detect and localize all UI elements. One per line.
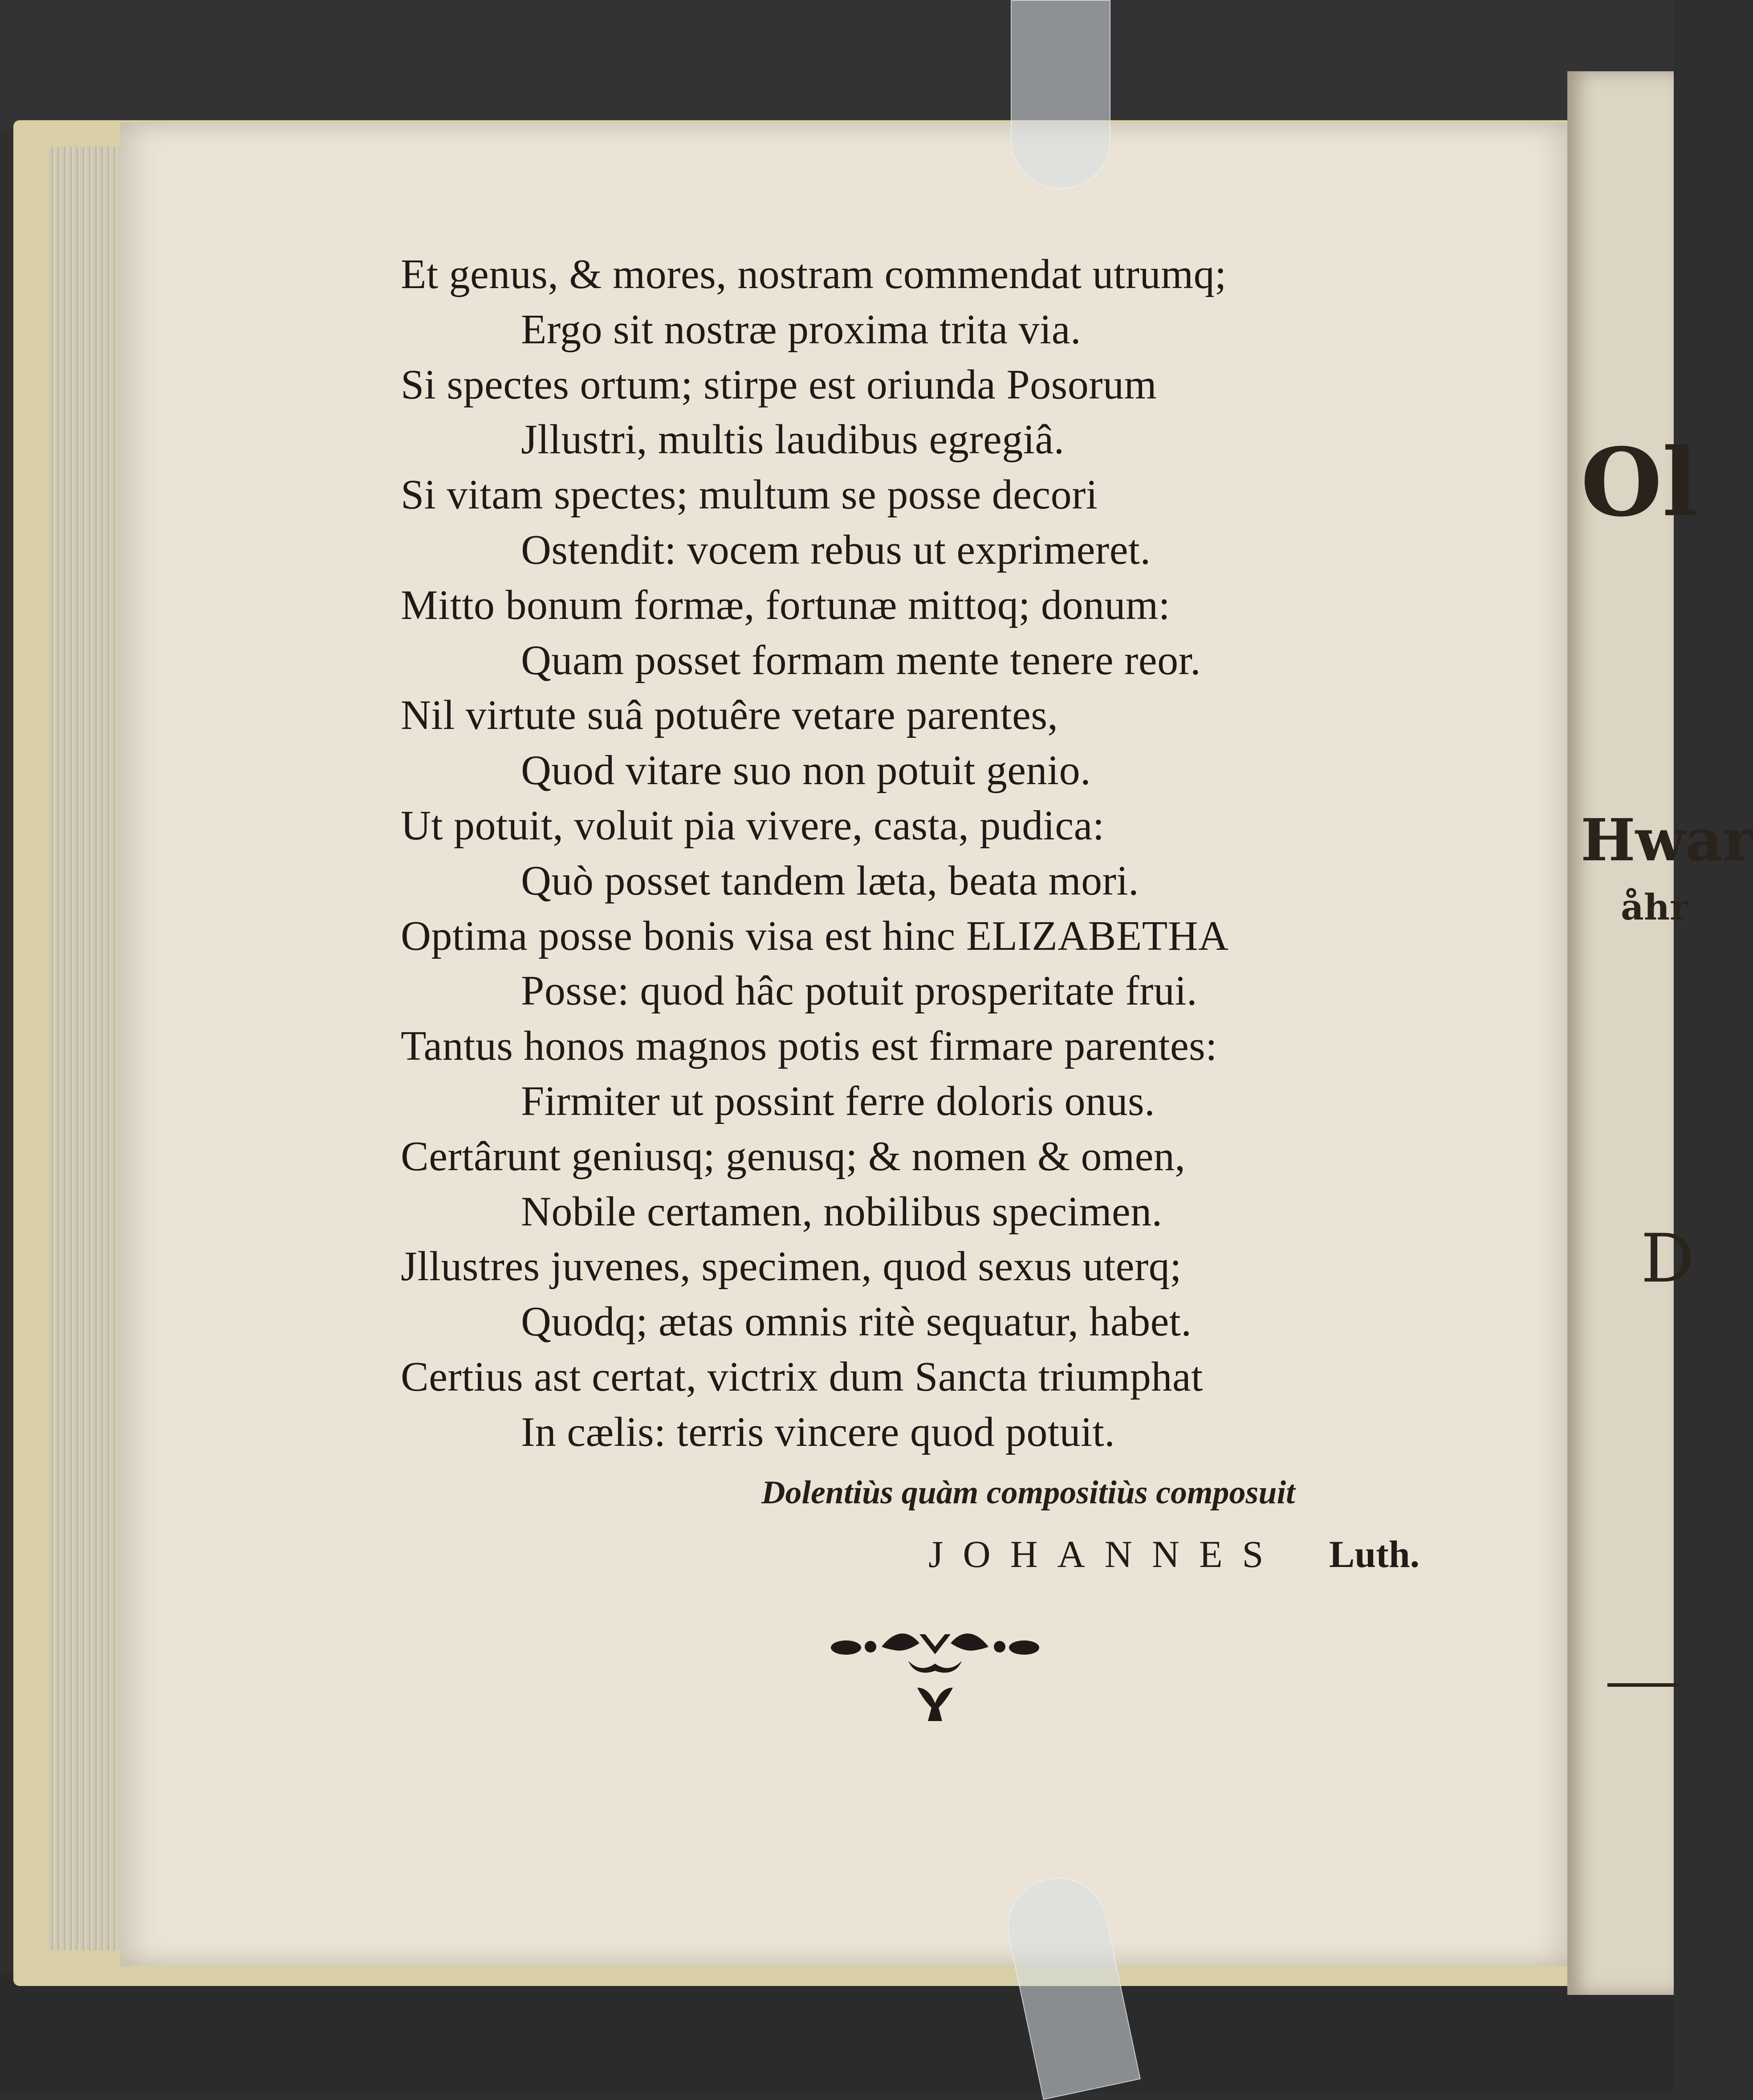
verse-line: Si vitam spectes; multum se posse decori [401, 472, 1098, 518]
facing-page [1567, 71, 1753, 1995]
facing-text-fragment: Hwar [1581, 806, 1753, 874]
verse-line: Jllustri, multis laudibus egregiâ. [521, 416, 1065, 463]
verse-line: Mitto bonum formæ, fortunæ mittoq; donum: [401, 582, 1171, 628]
verse-line: Nil virtute suâ potuêre vetare parentes, [401, 692, 1058, 739]
verse-line: Et genus, & mores, nostram commendat utrumq; [401, 251, 1227, 297]
facing-text-fragment: åhr [1621, 886, 1689, 928]
poem-text [401, 247, 1469, 1460]
attribution-line: Dolentiùs quàm compositiùs composuit [761, 1474, 1295, 1511]
scanner-backdrop-bottom [0, 1973, 1674, 2092]
verse-line: Quò posset tandem læta, beata mori. [521, 857, 1139, 904]
verse-line: Certârunt geniusq; genusq; & nomen & omen, [401, 1133, 1186, 1180]
facing-rule [1607, 1683, 1679, 1687]
facing-text-fragment: D [1641, 1220, 1695, 1298]
verse-line: Posse: quod hâc potuit prosperitate frui. [521, 968, 1197, 1014]
author-name: JOHANNES [928, 1533, 1283, 1575]
verse-line: Quam posset formam mente tenere reor. [521, 637, 1201, 684]
verse-line: Certius ast certat, victrix dum Sancta triumphat [401, 1353, 1203, 1400]
verse-line: Ut potuit, voluit pia vivere, casta, pudica: [401, 802, 1105, 849]
verse-line: Si spectes ortum; stirpe est oriunda Posorum [401, 361, 1157, 408]
printers-ornament-icon [828, 1621, 1042, 1723]
verse-line: Jllustres juvenes, specimen, quod sexus uterq; [401, 1243, 1182, 1290]
author-surname-abbreviation: Luth. [1329, 1533, 1420, 1575]
verse-line: Ergo sit nostræ proxima trita via. [521, 306, 1082, 353]
verse-line: Nobile certamen, nobilibus specimen. [521, 1188, 1163, 1235]
verse-line: In cælis: terris vincere quod potuit. [521, 1408, 1115, 1455]
scanner-backdrop-top [0, 0, 1674, 129]
verse-line: Optima posse bonis visa est hinc ELIZABETHA [401, 912, 1229, 959]
verse-line: Quod vitare suo non potuit genio. [521, 747, 1091, 794]
verse-line: Firmiter ut possint ferre doloris onus. [521, 1078, 1155, 1124]
page-holder-clip-top [1011, 0, 1110, 189]
verse-line: Quodq; ætas omnis ritè sequatur, habet. [521, 1298, 1192, 1345]
verse-line: Ostendit: vocem rebus ut exprimeret. [521, 526, 1151, 573]
verse-line: Tantus honos magnos potis est firmare parentes: [401, 1023, 1217, 1070]
facing-text-fragment: Ol [1581, 427, 1698, 537]
